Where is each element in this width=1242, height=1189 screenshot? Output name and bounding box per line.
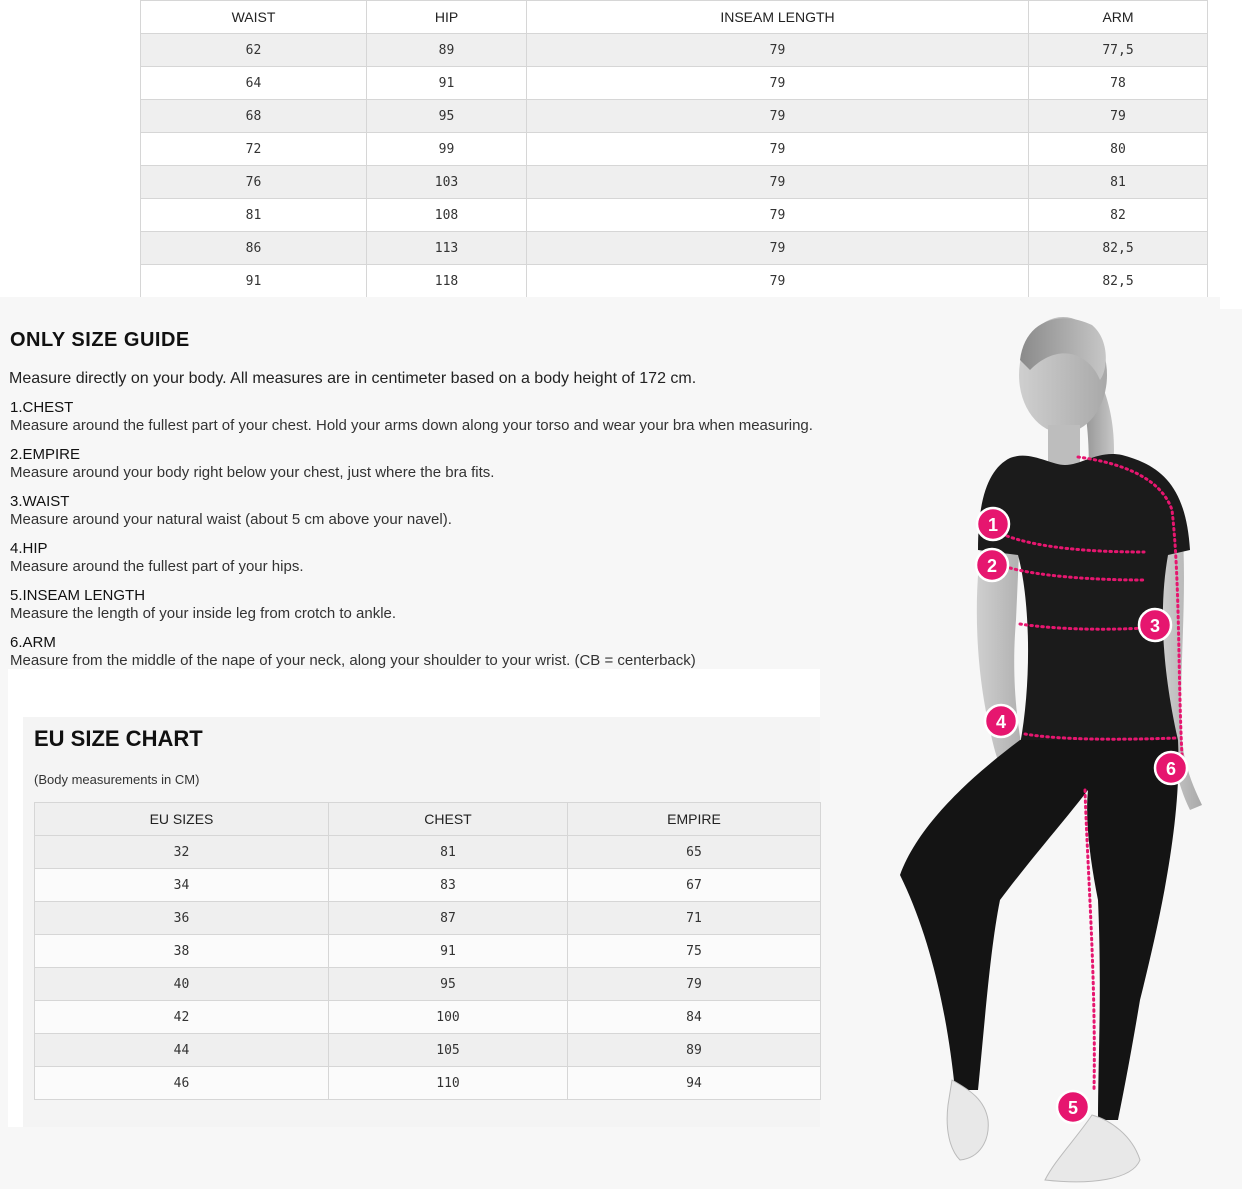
table-cell: 78 [1029,67,1208,100]
table-cell: 103 [367,166,527,199]
table-cell: 80 [1029,133,1208,166]
marker-2-empire [976,549,1008,581]
table-cell: 79 [568,968,821,1001]
table-cell: 83 [329,869,568,902]
guide-item-heading: 1.CHEST [10,399,74,416]
right-shoe [1045,1115,1140,1182]
table-cell: 108 [367,199,527,232]
marker-4-hip [985,705,1017,737]
table-cell: 84 [568,1001,821,1034]
marker-label: 4 [995,712,1007,732]
table-cell: 95 [367,100,527,133]
guide-item-text: Measure around the fullest part of your hips. [10,558,304,575]
table-cell: 71 [568,902,821,935]
table-cell: 79 [527,100,1029,133]
table-cell: 110 [329,1067,568,1100]
table-cell: 44 [35,1034,329,1067]
table-cell: 81 [1029,166,1208,199]
guide-title: ONLY SIZE GUIDE [10,329,190,351]
table-cell: 91 [329,935,568,968]
table-cell: 79 [527,232,1029,265]
table-header-row [141,1,1208,34]
table-cell: 65 [568,836,821,869]
marker-label: 1 [987,515,999,535]
table-row [141,232,1208,265]
table-cell: 91 [367,67,527,100]
table-cell: 77,5 [1029,34,1208,67]
table-cell: 118 [367,265,527,298]
table-cell: 76 [141,166,367,199]
marker-label: 2 [986,556,998,576]
column-header-waist: WAIST [141,1,367,34]
marker-label: 6 [1165,759,1177,779]
model-figure-illustration [860,300,1232,1189]
table-row [35,902,821,935]
guide-item-text: Measure from the middle of the nape of your neck, along your shoulder to your wrist. (CB = centerback) [10,652,696,669]
top-size-table [140,0,1208,298]
table-cell: 79 [1029,100,1208,133]
table-cell: 94 [568,1067,821,1100]
table-cell: 72 [141,133,367,166]
eu-size-table-container [34,802,821,1100]
table-cell: 91 [141,265,367,298]
table-cell: 38 [35,935,329,968]
table-row [35,1001,821,1034]
table-cell: 89 [367,34,527,67]
table-cell: 42 [35,1001,329,1034]
eu-chart-title: EU SIZE CHART [34,726,203,751]
column-header-hip: HIP [367,1,527,34]
table-row [141,166,1208,199]
table-row [35,968,821,1001]
table-cell: 36 [35,902,329,935]
guide-item-heading: 3.WAIST [10,493,70,510]
table-row [35,1034,821,1067]
guide-item-empire [10,446,494,482]
guide-item-heading: 2.EMPIRE [10,446,81,463]
leggings [900,740,1178,1120]
table-cell: 68 [141,100,367,133]
table-cell: 40 [35,968,329,1001]
table-row [141,199,1208,232]
marker-3-waist [1139,609,1171,641]
eu-size-table [34,802,821,1100]
guide-item-heading: 4.HIP [10,540,48,557]
table-row [141,100,1208,133]
marker-label: 5 [1067,1098,1079,1118]
column-header-arm: ARM [1029,1,1208,34]
marker-label: 3 [1149,616,1161,636]
table-cell: 32 [35,836,329,869]
table-cell: 113 [367,232,527,265]
table-row [35,1067,821,1100]
guide-item-text: Measure around your natural waist (about 5 cm above your navel). [10,511,452,528]
guide-item-chest [10,399,813,435]
table-row [141,67,1208,100]
guide-item-heading: 6.ARM [10,634,56,651]
table-cell: 81 [141,199,367,232]
top-size-table-container [140,0,1208,298]
guide-item-text: Measure around the fullest part of your chest. Hold your arms down along your torso and wear your bra when measuring. [10,417,813,434]
table-cell: 79 [527,133,1029,166]
column-header-empire: EMPIRE [568,803,821,836]
guide-intro: Measure directly on your body. All measures are in centimeter based on a body height of 172 cm. [9,370,697,387]
column-header-inseam: INSEAM LENGTH [527,1,1029,34]
table-cell: 82 [1029,199,1208,232]
marker-6-arm [1155,752,1187,784]
guide-item-arm [10,634,696,670]
table-cell: 105 [329,1034,568,1067]
table-cell: 79 [527,166,1029,199]
table-cell: 79 [527,34,1029,67]
column-header-eu-sizes: EU SIZES [35,803,329,836]
guide-item-inseam [10,587,396,623]
column-header-chest: CHEST [329,803,568,836]
table-cell: 75 [568,935,821,968]
neck [1048,425,1080,465]
left-shoe [947,1080,988,1160]
table-cell: 86 [141,232,367,265]
table-row [141,265,1208,298]
eu-chart-subtitle: (Body measurements in CM) [34,772,200,787]
guide-item-waist [10,493,452,529]
table-cell: 99 [367,133,527,166]
table-cell: 82,5 [1029,232,1208,265]
table-cell: 34 [35,869,329,902]
table-row [35,869,821,902]
table-cell: 95 [329,968,568,1001]
guide-item-text: Measure the length of your inside leg from crotch to ankle. [10,605,397,622]
table-cell: 46 [35,1067,329,1100]
table-cell: 79 [527,199,1029,232]
table-row [141,34,1208,67]
table-cell: 79 [527,265,1029,298]
table-cell: 67 [568,869,821,902]
table-row [141,133,1208,166]
table-cell: 87 [329,902,568,935]
guide-item-text: Measure around your body right below your chest, just where the bra fits. [10,464,495,481]
table-cell: 100 [329,1001,568,1034]
guide-item-hip [10,540,304,576]
table-cell: 82,5 [1029,265,1208,298]
guide-item-heading: 5.INSEAM LENGTH [10,587,146,604]
table-row [35,935,821,968]
marker-5-inseam [1057,1091,1089,1123]
table-cell: 81 [329,836,568,869]
marker-1-chest [977,508,1009,540]
table-row [35,836,821,869]
table-cell: 62 [141,34,367,67]
table-cell: 79 [527,67,1029,100]
table-header-row [35,803,821,836]
table-cell: 89 [568,1034,821,1067]
table-cell: 64 [141,67,367,100]
